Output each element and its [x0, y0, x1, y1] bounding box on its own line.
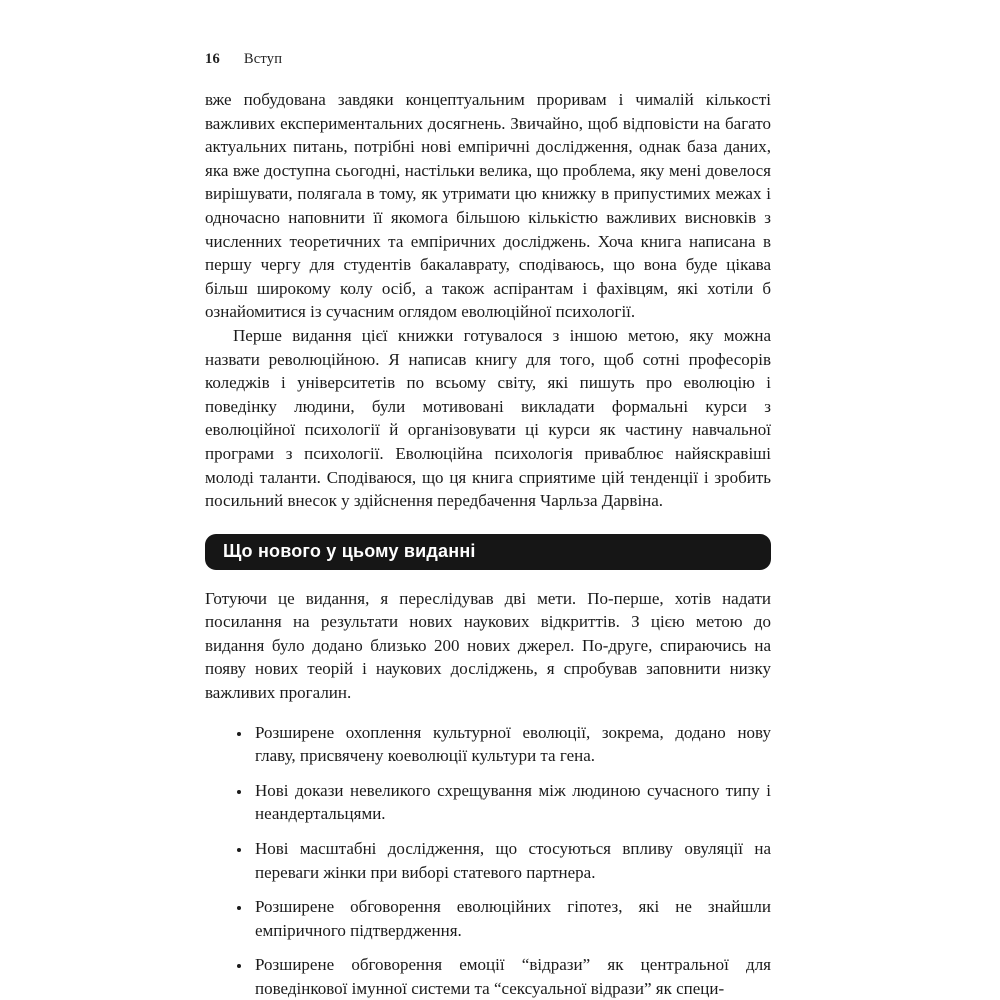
paragraph: Перше видання цієї книжки готувалося з іншою метою, яку можна назвати революційною. Я написав книгу для того, щоб сотні професорів коледжів і університетів по всьому світу, які пишуть про еволюцію і поведінку людини, були мотивовані викладати формальні курси з еволюційної психології й організовувати ці курси як частину навчальної програми з психології. Еволюційна психологія приваблює найяскравіші молоді таланти. Сподіваюся, що ця книга сприятиме цій тенденції і зробить посильний внесок у здійснення передбачення Чарльза Дарвіна.	[205, 325, 771, 511]
bullet-item: • Розширене охоплення культурної еволюції, зокрема, додано нову главу, присвячену коеволюції культури та гена.	[252, 721, 771, 768]
bullet-item: • Нові докази невеликого схрещування між людиною сучасного типу і неандертальцями.	[252, 779, 771, 826]
paragraph: Готуючи це видання, я переслідував дві мети. По-перше, хотів надати посилання на результати нових наукових відкриттів. З цією метою до видання було додано близько 200 нових джерел. По-друге, спираючись на появу нових теорій і наукових досліджень, я спробував заповнити низку важливих прогалин.	[205, 588, 771, 703]
bullet-item: • Розширене обговорення емоції “відрази” як центральної для поведінкової імунної системи та “сексуальної відрази” як специ-	[252, 953, 771, 1000]
running-head-title: Вступ	[243, 51, 283, 67]
page-content	[205, 88, 771, 1000]
page-header	[205, 51, 282, 68]
section-heading-text: Що нового у цьому виданні	[223, 540, 476, 561]
section-heading-bar	[205, 534, 771, 570]
page-number: 16	[205, 51, 220, 67]
paragraph: вже побудована завдяки концептуальним проривам і чималій кількості важливих експериментальних досягнень. Звичайно, щоб відповісти на багато актуальних питань, потрібні нові емпіричні дослідження, однак база даних, яка вже доступна сьогодні, настільки велика, що проблема, яку мені довелося вирішувати, полягала в тому, як утримати цю книжку в припустимих межах і одночасно наповнити її якомога більшою кількістю важливих висновків з численних теоретичних та емпіричних досліджень. Хоча книга написана в першу чергу для студентів бакалаврату, сподіваюсь, що вона буде цікава більш широкому колу осіб, а також аспірантам і фахівцям, які хотіли б ознайомитися із сучасним оглядом еволюційної психології.	[205, 90, 771, 322]
bullet-item: • Розширене обговорення еволюційних гіпотез, які не знайшли емпіричного підтвердження.	[252, 895, 771, 942]
bullet-item: • Нові масштабні дослідження, що стосуються впливу овуляції на переваги жінки при виборі статевого партнера.	[252, 837, 771, 884]
bullet-list	[205, 721, 771, 1000]
